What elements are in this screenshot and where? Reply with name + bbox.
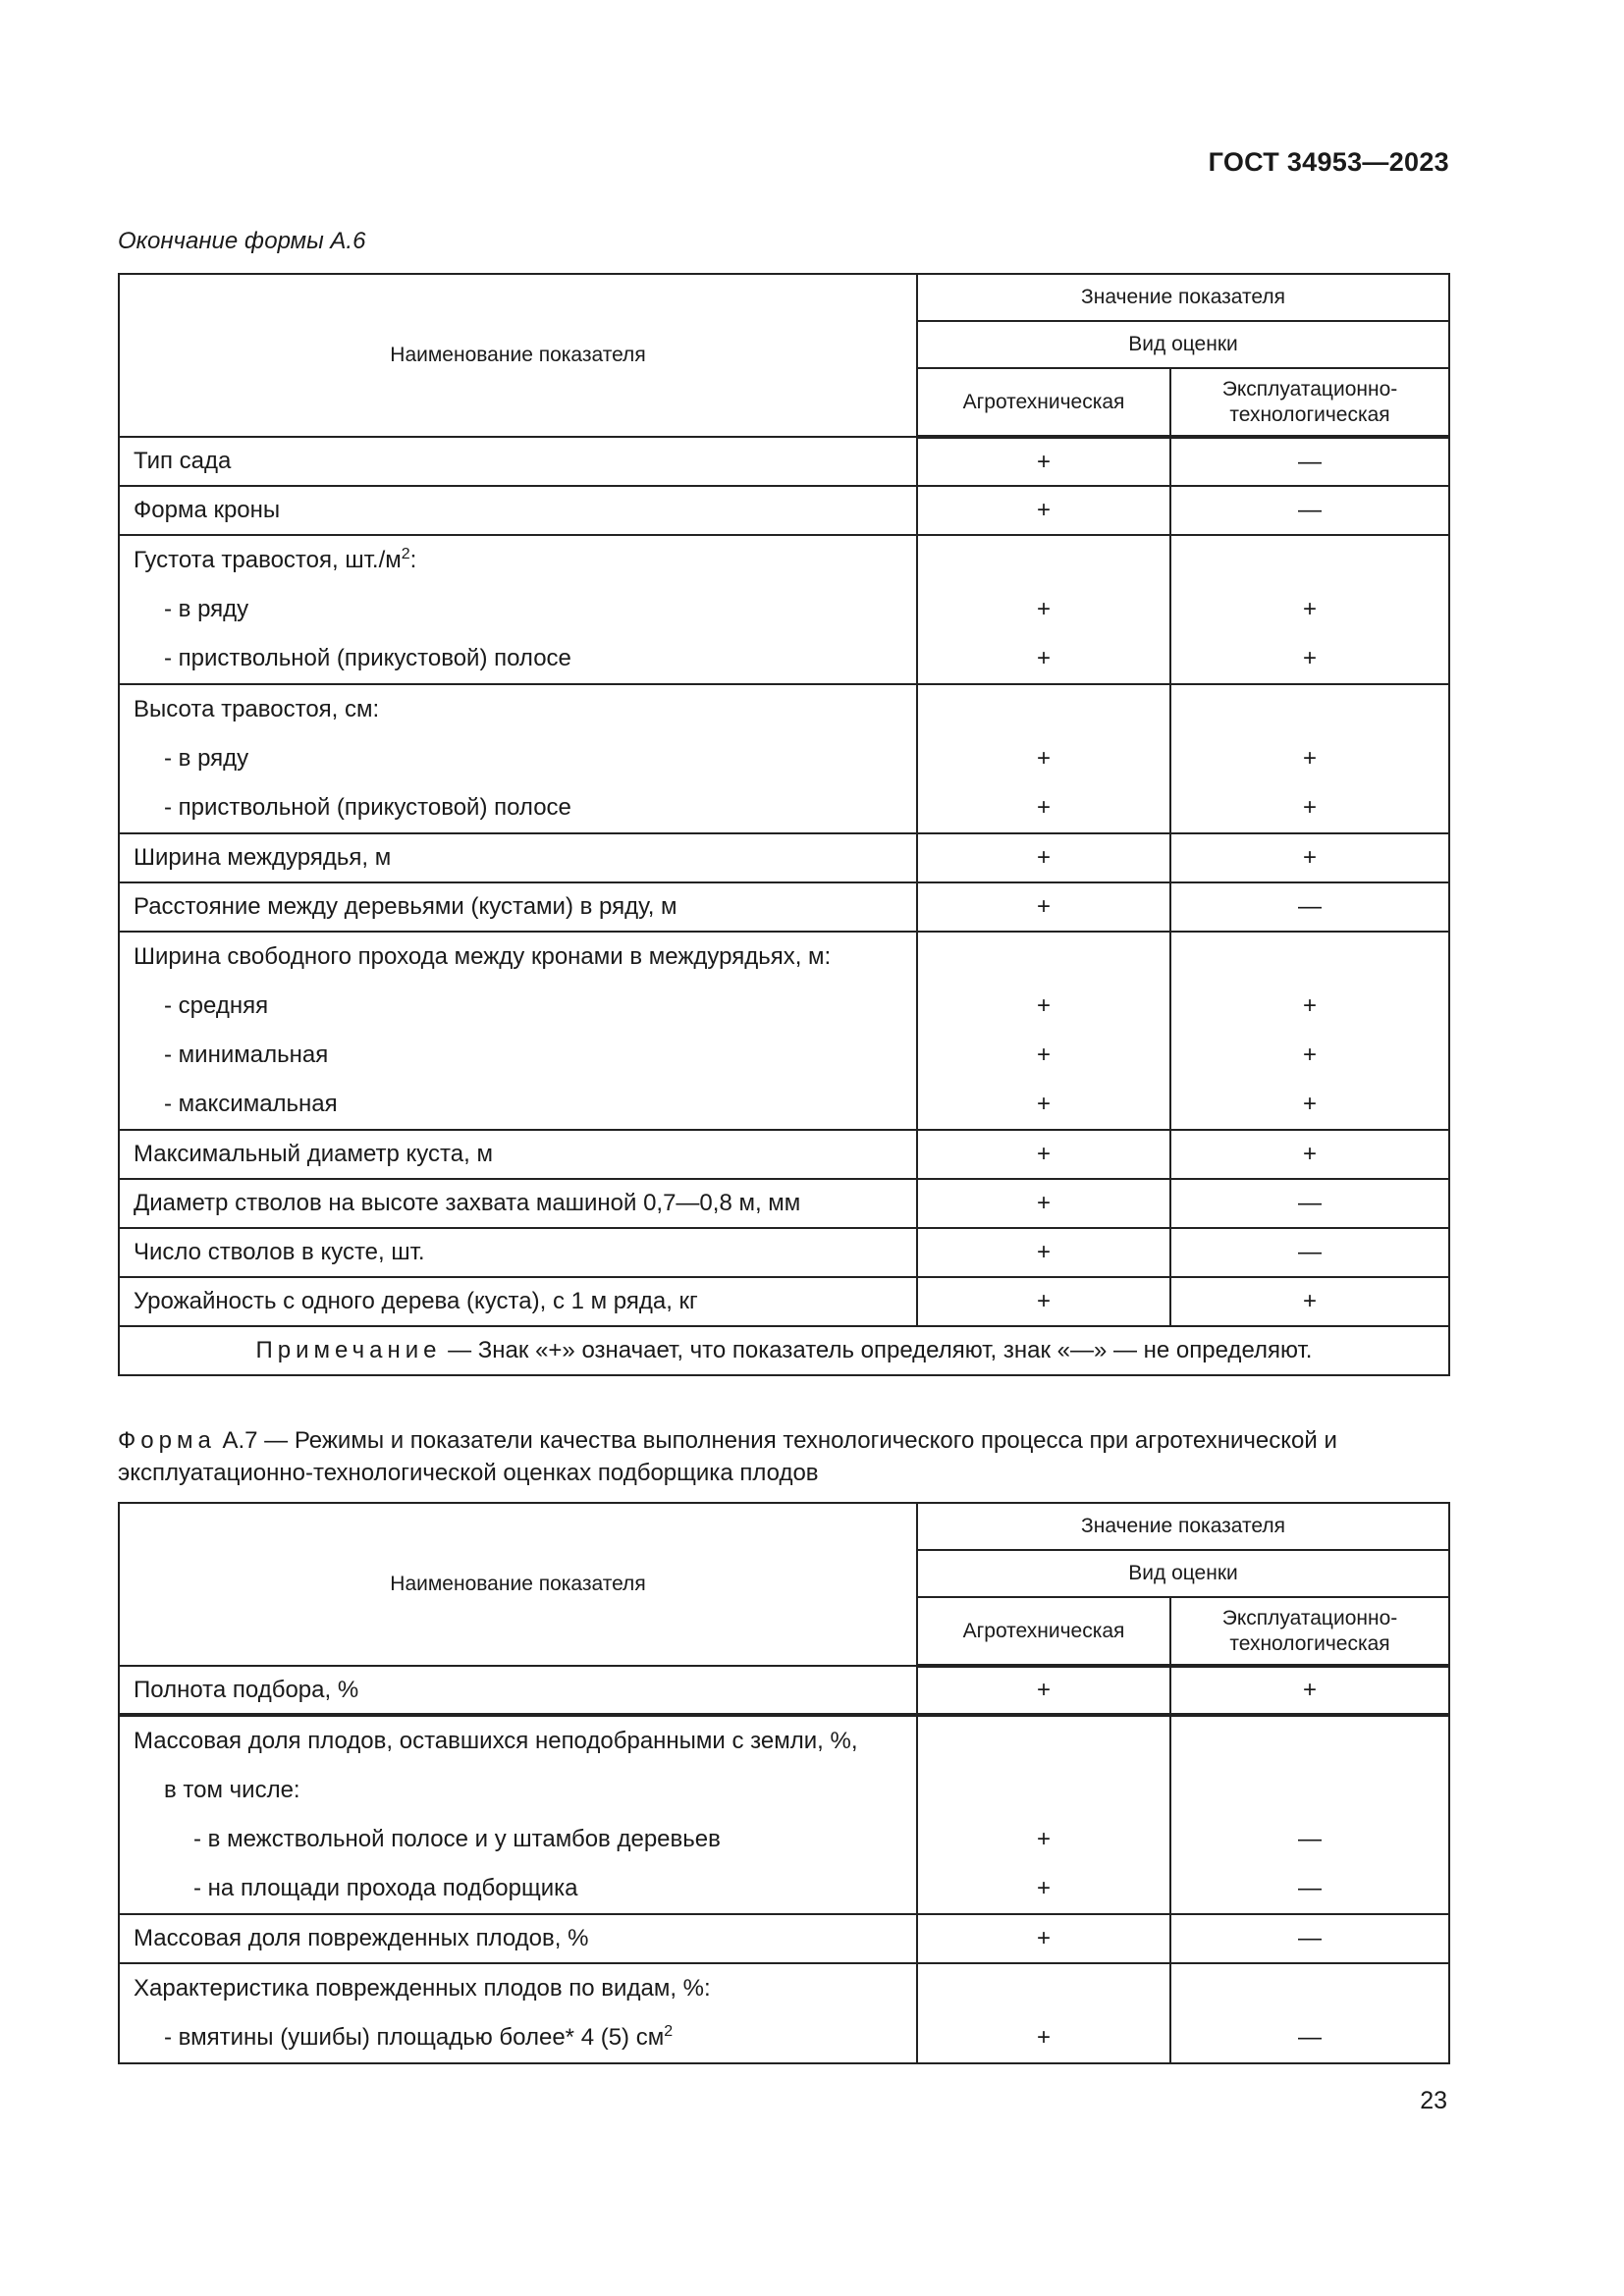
agro-mark: + bbox=[1036, 794, 1051, 821]
operational-mark: + bbox=[1303, 992, 1318, 1019]
header-agrotechnical: Агротехническая bbox=[917, 1597, 1170, 1666]
table-note bbox=[119, 1326, 1449, 1375]
table-row bbox=[119, 486, 1449, 535]
header-assessment-type: Вид оценки bbox=[917, 321, 1449, 368]
row-label: Число стволов в кусте, шт. bbox=[119, 1228, 917, 1277]
operational-mark: + bbox=[1303, 1091, 1318, 1117]
row-label: Массовая доля поврежденных плодов, % bbox=[119, 1914, 917, 1963]
agro-mark: + bbox=[917, 1666, 1170, 1715]
sub-row-label: - вмятины (ушибы) площадью более* 4 (5) $см^2$ bbox=[164, 2023, 674, 2051]
sub-row-label: - в межствольной полосе и у штамбов деревьев bbox=[193, 1826, 721, 1852]
sub-row-label: - на площади прохода подборщика bbox=[193, 1875, 578, 1901]
operational-mark-group bbox=[1170, 684, 1449, 833]
sub-row-label: - приствольной (прикустовой) полосе bbox=[164, 794, 571, 821]
page-number: 23 bbox=[1420, 2087, 1447, 2114]
table-row-group bbox=[119, 932, 1449, 1130]
agro-mark: + bbox=[917, 1179, 1170, 1228]
table-row bbox=[119, 437, 1449, 486]
agro-mark-group bbox=[917, 1963, 1170, 2063]
form-a7-caption: Форма А.7 — Режимы и показатели качества выполнения технологического процесса при агротехнической и эксплуатационно-технологической оценках подборщика плодов bbox=[118, 1427, 1337, 1486]
document-code: ГОСТ 34953—2023 bbox=[1208, 147, 1449, 177]
header-agrotechnical: Агротехническая bbox=[917, 368, 1170, 437]
sub-row-label: - максимальная bbox=[164, 1091, 338, 1117]
form-a6-table bbox=[118, 273, 1450, 1376]
operational-mark: — bbox=[1298, 1826, 1322, 1852]
row-label: Урожайность с одного дерева (куста), с 1 м ряда, кг bbox=[119, 1277, 917, 1326]
table-row bbox=[119, 833, 1449, 882]
operational-mark: — bbox=[1170, 486, 1449, 535]
header-indicator-name: Наименование показателя bbox=[119, 1503, 917, 1666]
row-label: Расстояние между деревьями (кустами) в ряду, м bbox=[119, 882, 917, 932]
row-label: Тип сада bbox=[119, 437, 917, 486]
agro-mark: + bbox=[1036, 992, 1051, 1019]
header-operational: Эксплуатационно- технологическая bbox=[1170, 368, 1449, 437]
row-label-group bbox=[119, 1963, 917, 2063]
agro-mark: + bbox=[917, 486, 1170, 535]
header-assessment-type: Вид оценки bbox=[917, 1550, 1449, 1597]
row-label: Густота травостоя, $шт./м^2$: bbox=[134, 546, 417, 573]
table-row-group bbox=[119, 1715, 1449, 1914]
row-label: Характеристика поврежденных плодов по видам, %: bbox=[134, 1975, 711, 2002]
operational-mark: + bbox=[1170, 1666, 1449, 1715]
form-a7-table bbox=[118, 1502, 1450, 2064]
form-a6-caption: Окончание формы А.6 bbox=[118, 228, 366, 254]
table-row bbox=[119, 1666, 1449, 1715]
agro-mark: + bbox=[1036, 745, 1051, 772]
operational-mark: — bbox=[1170, 1914, 1449, 1963]
operational-mark-group bbox=[1170, 1963, 1449, 2063]
table-note-row bbox=[119, 1326, 1449, 1375]
operational-mark: + bbox=[1170, 1277, 1449, 1326]
row-label: Максимальный диаметр куста, м bbox=[119, 1130, 917, 1179]
agro-mark-group bbox=[917, 1715, 1170, 1914]
agro-mark: + bbox=[1036, 1091, 1051, 1117]
agro-mark: + bbox=[1036, 2024, 1051, 2051]
agro-mark: + bbox=[917, 1228, 1170, 1277]
operational-mark: + bbox=[1303, 1041, 1318, 1068]
operational-mark-group bbox=[1170, 535, 1449, 684]
operational-mark: — bbox=[1170, 437, 1449, 486]
row-label: Ширина междурядья, м bbox=[119, 833, 917, 882]
operational-mark: + bbox=[1303, 596, 1318, 622]
header-indicator-name: Наименование показателя bbox=[119, 274, 917, 437]
row-label-group bbox=[119, 535, 917, 684]
note-text: — Знак «+» означает, что показатель определяют, знак «—» — не определяют. bbox=[441, 1337, 1313, 1363]
sub-row-label: - минимальная bbox=[164, 1041, 329, 1068]
table-row bbox=[119, 1277, 1449, 1326]
table-row bbox=[119, 1130, 1449, 1179]
row-label: Ширина свободного прохода между кронами в междурядьях, м: bbox=[134, 943, 832, 970]
header-indicator-value: Значение показателя bbox=[917, 1503, 1449, 1550]
operational-mark: + bbox=[1303, 794, 1318, 821]
row-label: Форма кроны bbox=[119, 486, 917, 535]
agro-mark: + bbox=[917, 1130, 1170, 1179]
table-row bbox=[119, 1914, 1449, 1963]
operational-mark: — bbox=[1298, 1875, 1322, 1901]
row-label: Диаметр стволов на высоте захвата машиной 0,7—0,8 м, мм bbox=[119, 1179, 917, 1228]
header-operational: Эксплуатационно- технологическая bbox=[1170, 1597, 1449, 1666]
table-row bbox=[119, 1179, 1449, 1228]
operational-mark-group bbox=[1170, 1715, 1449, 1914]
sub-row-label: - в ряду bbox=[164, 596, 249, 622]
agro-mark: + bbox=[1036, 1041, 1051, 1068]
row-label: Массовая доля плодов, оставшихся неподобранными с земли, %, bbox=[134, 1728, 858, 1754]
agro-mark: + bbox=[917, 437, 1170, 486]
operational-mark-group bbox=[1170, 932, 1449, 1130]
row-label: Полнота подбора, % bbox=[119, 1666, 917, 1715]
agro-mark: + bbox=[1036, 1826, 1051, 1852]
sub-row-label: - в ряду bbox=[164, 745, 249, 772]
row-label-group bbox=[119, 932, 917, 1130]
operational-mark: — bbox=[1298, 2024, 1322, 2051]
row-label-group bbox=[119, 1715, 917, 1914]
table-row bbox=[119, 1228, 1449, 1277]
header-indicator-value: Значение показателя bbox=[917, 274, 1449, 321]
operational-mark: + bbox=[1303, 745, 1318, 772]
sub-row-label: - средняя bbox=[164, 992, 269, 1019]
table-row-group bbox=[119, 1963, 1449, 2063]
operational-mark: — bbox=[1170, 1228, 1449, 1277]
table-row-group bbox=[119, 535, 1449, 684]
row-label-continued: в том числе: bbox=[164, 1777, 300, 1803]
agro-mark: + bbox=[1036, 1875, 1051, 1901]
operational-mark: + bbox=[1303, 645, 1318, 671]
agro-mark-group bbox=[917, 932, 1170, 1130]
table-row bbox=[119, 882, 1449, 932]
operational-mark: — bbox=[1170, 1179, 1449, 1228]
operational-mark: + bbox=[1170, 833, 1449, 882]
sub-row-label: - приствольной (прикустовой) полосе bbox=[164, 645, 571, 671]
note-title: Примечание bbox=[255, 1337, 442, 1363]
operational-mark: + bbox=[1170, 1130, 1449, 1179]
agro-mark: + bbox=[1036, 596, 1051, 622]
row-label-group bbox=[119, 684, 917, 833]
table-row-group bbox=[119, 684, 1449, 833]
agro-mark-group bbox=[917, 535, 1170, 684]
agro-mark: + bbox=[917, 1277, 1170, 1326]
agro-mark: + bbox=[1036, 645, 1051, 671]
agro-mark: + bbox=[917, 882, 1170, 932]
row-label: Высота травостоя, см: bbox=[134, 696, 380, 722]
agro-mark: + bbox=[917, 833, 1170, 882]
agro-mark: + bbox=[917, 1914, 1170, 1963]
operational-mark: — bbox=[1170, 882, 1449, 932]
agro-mark-group bbox=[917, 684, 1170, 833]
